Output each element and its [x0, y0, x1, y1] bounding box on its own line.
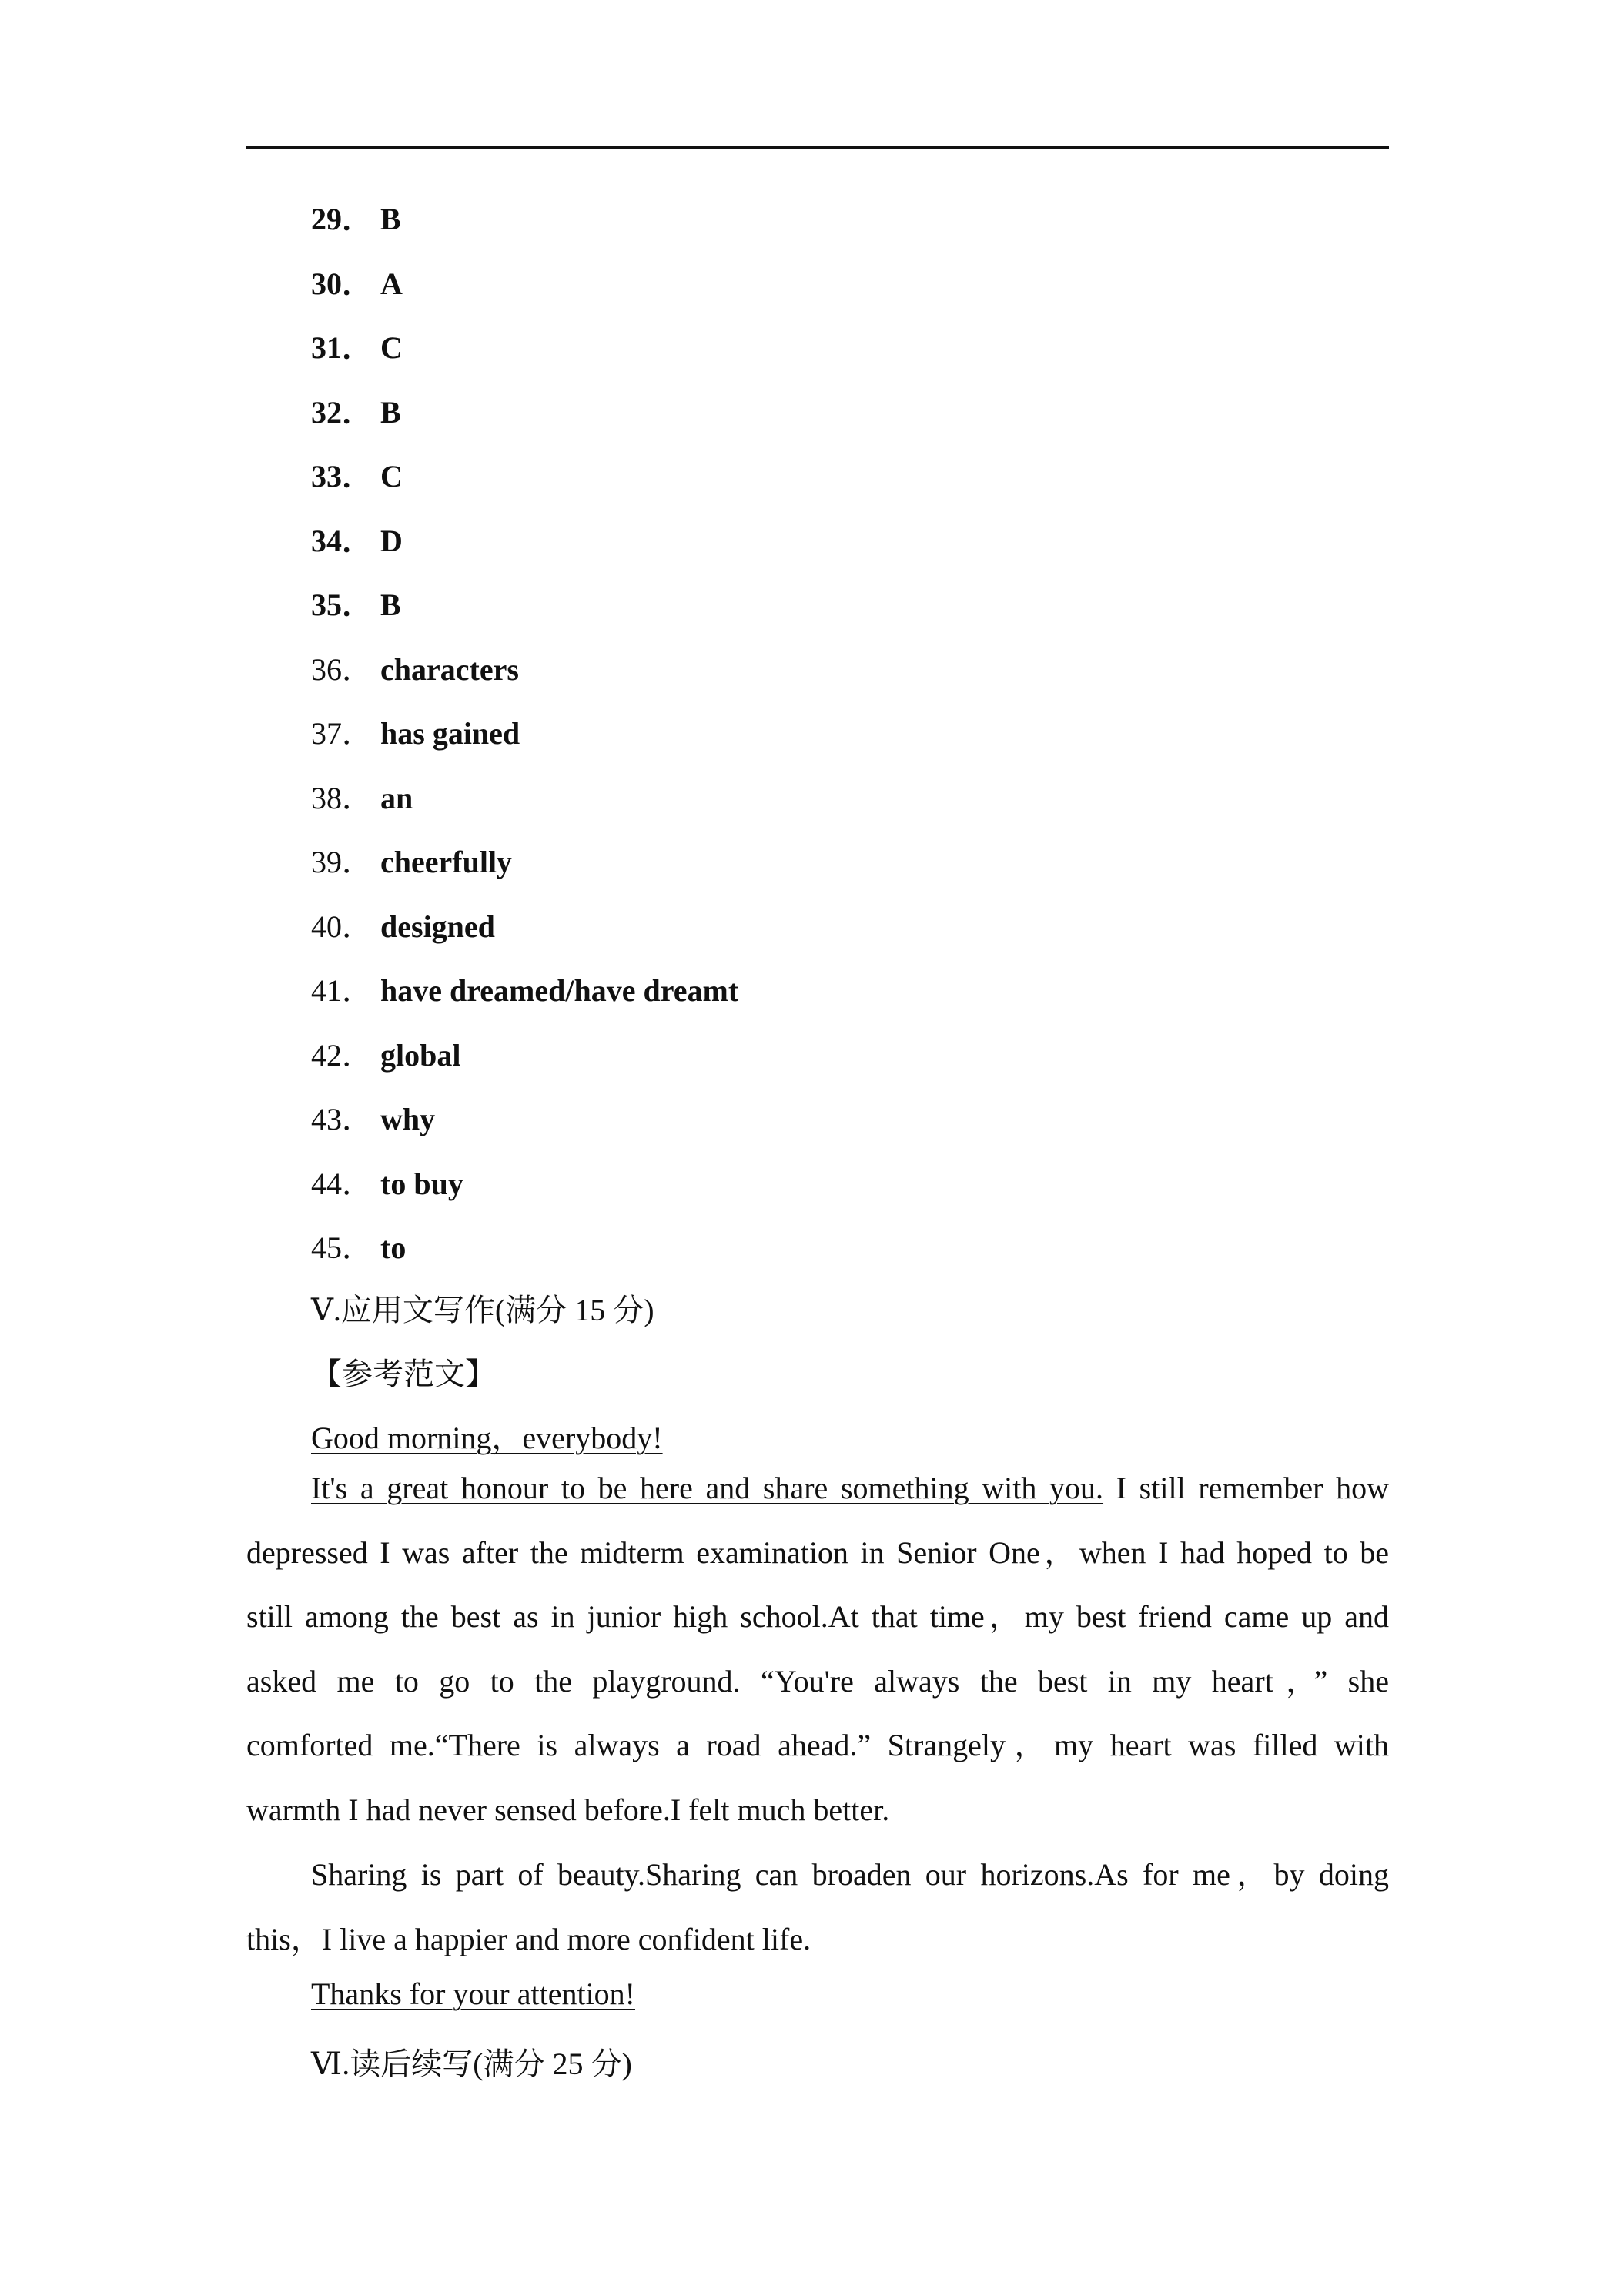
- essay-opening-sentence: It's a great honour to be here and share something with you.: [311, 1471, 1104, 1505]
- answer-value: D: [380, 523, 403, 558]
- answer-row: [311, 708, 738, 773]
- answer-number: 43．: [311, 1102, 373, 1136]
- answer-number: 45．: [311, 1230, 373, 1265]
- essay-closing: Thanks for your attention!: [311, 1976, 635, 2011]
- essay-paragraph-2: [246, 1849, 1389, 1978]
- essay-p1-line-2: depressed I was after the midterm examination in Senior One，when I had hoped to be: [246, 1535, 1389, 1570]
- answer-value: B: [380, 587, 401, 622]
- answer-value: an: [380, 780, 413, 815]
- answer-row: [311, 323, 738, 387]
- answer-number: 42．: [311, 1037, 373, 1073]
- section-6-heading: Ⅵ.读后续写(满分 25 分): [311, 2047, 632, 2081]
- essay-p1-line-4: asked me to go to the playground. “You're always the best in my heart，” she: [246, 1663, 1389, 1699]
- answer-number: 33．: [311, 459, 373, 494]
- answer-row: [311, 902, 738, 966]
- answer-row: [311, 644, 738, 709]
- answer-value: A: [380, 266, 403, 301]
- answer-row: [311, 1159, 738, 1223]
- answer-row: [311, 773, 738, 838]
- essay-p2-line-2: this，I live a happier and more confident life.: [246, 1921, 812, 1956]
- answer-row: [311, 194, 738, 259]
- answer-number: 29．: [311, 202, 373, 236]
- answer-number: 38．: [311, 780, 373, 815]
- answer-row: [311, 1223, 738, 1287]
- answer-value: to: [380, 1230, 407, 1265]
- answer-value: characters: [380, 651, 519, 687]
- answer-row: [311, 451, 738, 516]
- answer-value: cheerfully: [380, 845, 513, 879]
- answer-list: [311, 194, 738, 1287]
- answer-row: [311, 837, 738, 902]
- answer-row: [311, 966, 738, 1030]
- answer-number: 31．: [311, 330, 373, 365]
- answer-value: B: [380, 202, 401, 236]
- section-5-heading: Ⅴ.应用文写作(满分 15 分): [311, 1293, 654, 1327]
- essay-p1-line-3: still among the best as in junior high school.At that time，my best friend came up and: [246, 1599, 1389, 1634]
- essay-p2-line-1: Sharing is part of beauty.Sharing can broaden our horizons.As for me，by doing: [311, 1857, 1389, 1892]
- answer-number: 34．: [311, 523, 373, 558]
- answer-value: global: [380, 1037, 461, 1073]
- answer-value: designed: [380, 909, 495, 944]
- answer-value: has gained: [380, 716, 520, 751]
- essay-p1-line-5: comforted me.“There is always a road ahead.” Strangely，my heart was filled with: [246, 1728, 1389, 1762]
- answer-value: to buy: [380, 1166, 463, 1201]
- answer-number: 30．: [311, 266, 373, 301]
- answer-row: [311, 516, 738, 581]
- answer-value: why: [380, 1102, 436, 1136]
- answer-row: [311, 387, 738, 452]
- essay-paragraph-1: [246, 1463, 1389, 1849]
- answer-number: 44．: [311, 1166, 373, 1201]
- answer-row: [311, 1030, 738, 1095]
- essay-greeting: Good morning，everybody!: [311, 1421, 663, 1455]
- header-rule: [246, 146, 1389, 149]
- answer-number: 32．: [311, 394, 373, 430]
- answer-row: [311, 1094, 738, 1159]
- answer-row: [311, 259, 738, 323]
- answer-value: have dreamed/have dreamt: [380, 973, 739, 1008]
- answer-value: C: [380, 459, 403, 494]
- answer-value: C: [380, 330, 403, 365]
- essay-p1-line-1: It's a great honour to be here and share something with you. I still remember how: [311, 1471, 1389, 1505]
- answer-number: 41．: [311, 973, 373, 1008]
- answer-row: [311, 580, 738, 644]
- answer-number: 39．: [311, 845, 373, 879]
- answer-number: 35．: [311, 587, 373, 622]
- answer-number: 37．: [311, 716, 373, 751]
- answer-number: 40．: [311, 909, 373, 944]
- answer-value: B: [380, 394, 401, 430]
- sample-essay-label: 【参考范文】: [311, 1357, 496, 1391]
- essay-p1-line-6: warmth I had never sensed before.I felt much better.: [246, 1792, 890, 1827]
- answer-number: 36．: [311, 651, 373, 687]
